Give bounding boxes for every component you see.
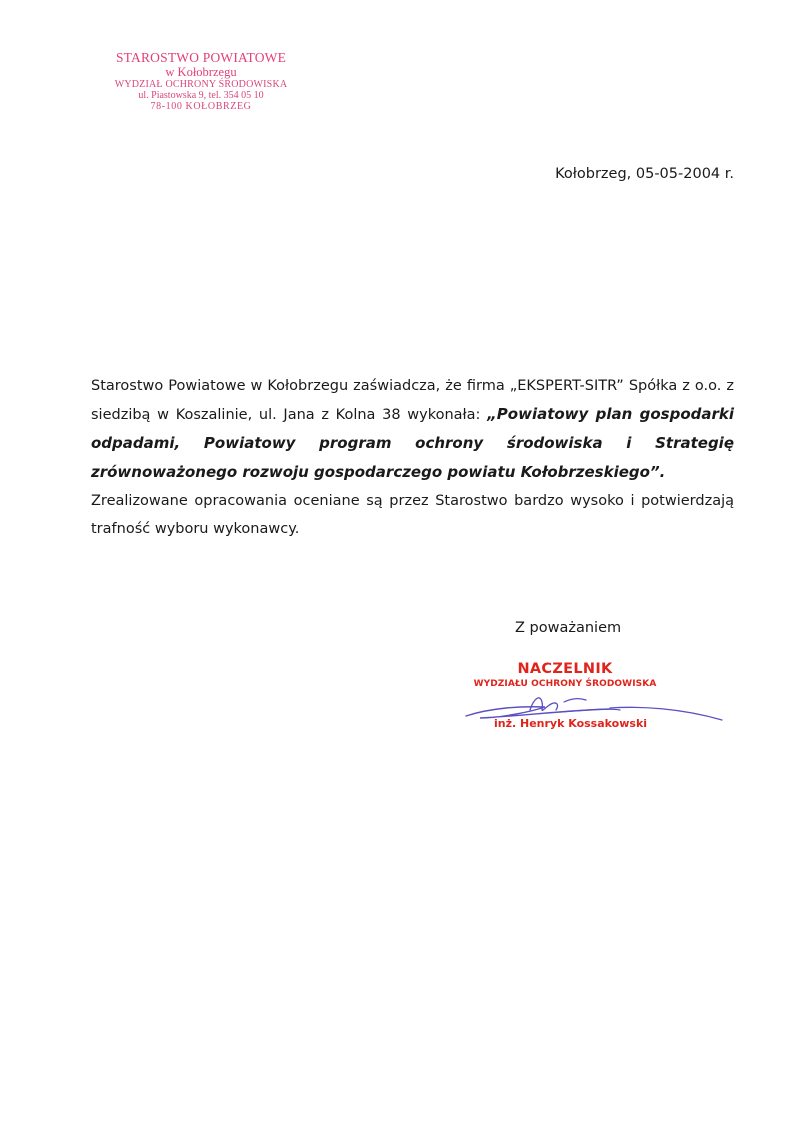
stamp-line-postcode: 78-100 KOŁOBRZEG — [150, 101, 252, 111]
handwritten-signature — [460, 688, 730, 740]
signature-stamp-name: inż. Henryk Kossakowski — [494, 717, 648, 730]
stamp-line-office: STAROSTWO POWIATOWE — [115, 50, 287, 65]
letter-body — [91, 372, 734, 543]
signature-stamp — [470, 660, 660, 730]
body-paragraph-2: Zrealizowane opracowania oceniane są przez Starostwo bardzo wysoko i potwierdzają trafność wyboru wykonawcy. — [91, 493, 734, 537]
stamp-line-department: WYDZIAŁ OCHRONY ŚRODOWISKA — [114, 79, 288, 91]
signature-stamp-department: WYDZIAŁU OCHRONY ŚRODOWISKA — [473, 679, 657, 689]
stamp-line-address: ul. Piastowska 9, tel. 354 05 10 — [138, 90, 264, 102]
stamp-line-city: w Kołobrzegu — [165, 65, 237, 80]
office-stamp — [108, 50, 294, 110]
body-works-title: „Powiatowy plan gospodarki odpadami, Powiatowy program ochrony środowiska i Strategię zrównoważonego rozwoju gospodarczego powiatu Kołobrzeskiego”. — [91, 405, 735, 481]
body-paragraph-1-text: Starostwo Powiatowe w Kołobrzegu zaświadcza, że firma „EKSPERT-SITR” Spółka z o.o. z siedzibą w Koszalinie, ul. Jana z Kolna 38 wykonała: — [91, 378, 734, 423]
body-paragraph-1 — [91, 372, 734, 487]
closing-salutation: Z poważaniem — [515, 620, 622, 636]
signature-stamp-title: NACZELNIK — [517, 661, 613, 677]
letter-date: Kołobrzeg, 05-05-2004 r. — [555, 166, 734, 182]
